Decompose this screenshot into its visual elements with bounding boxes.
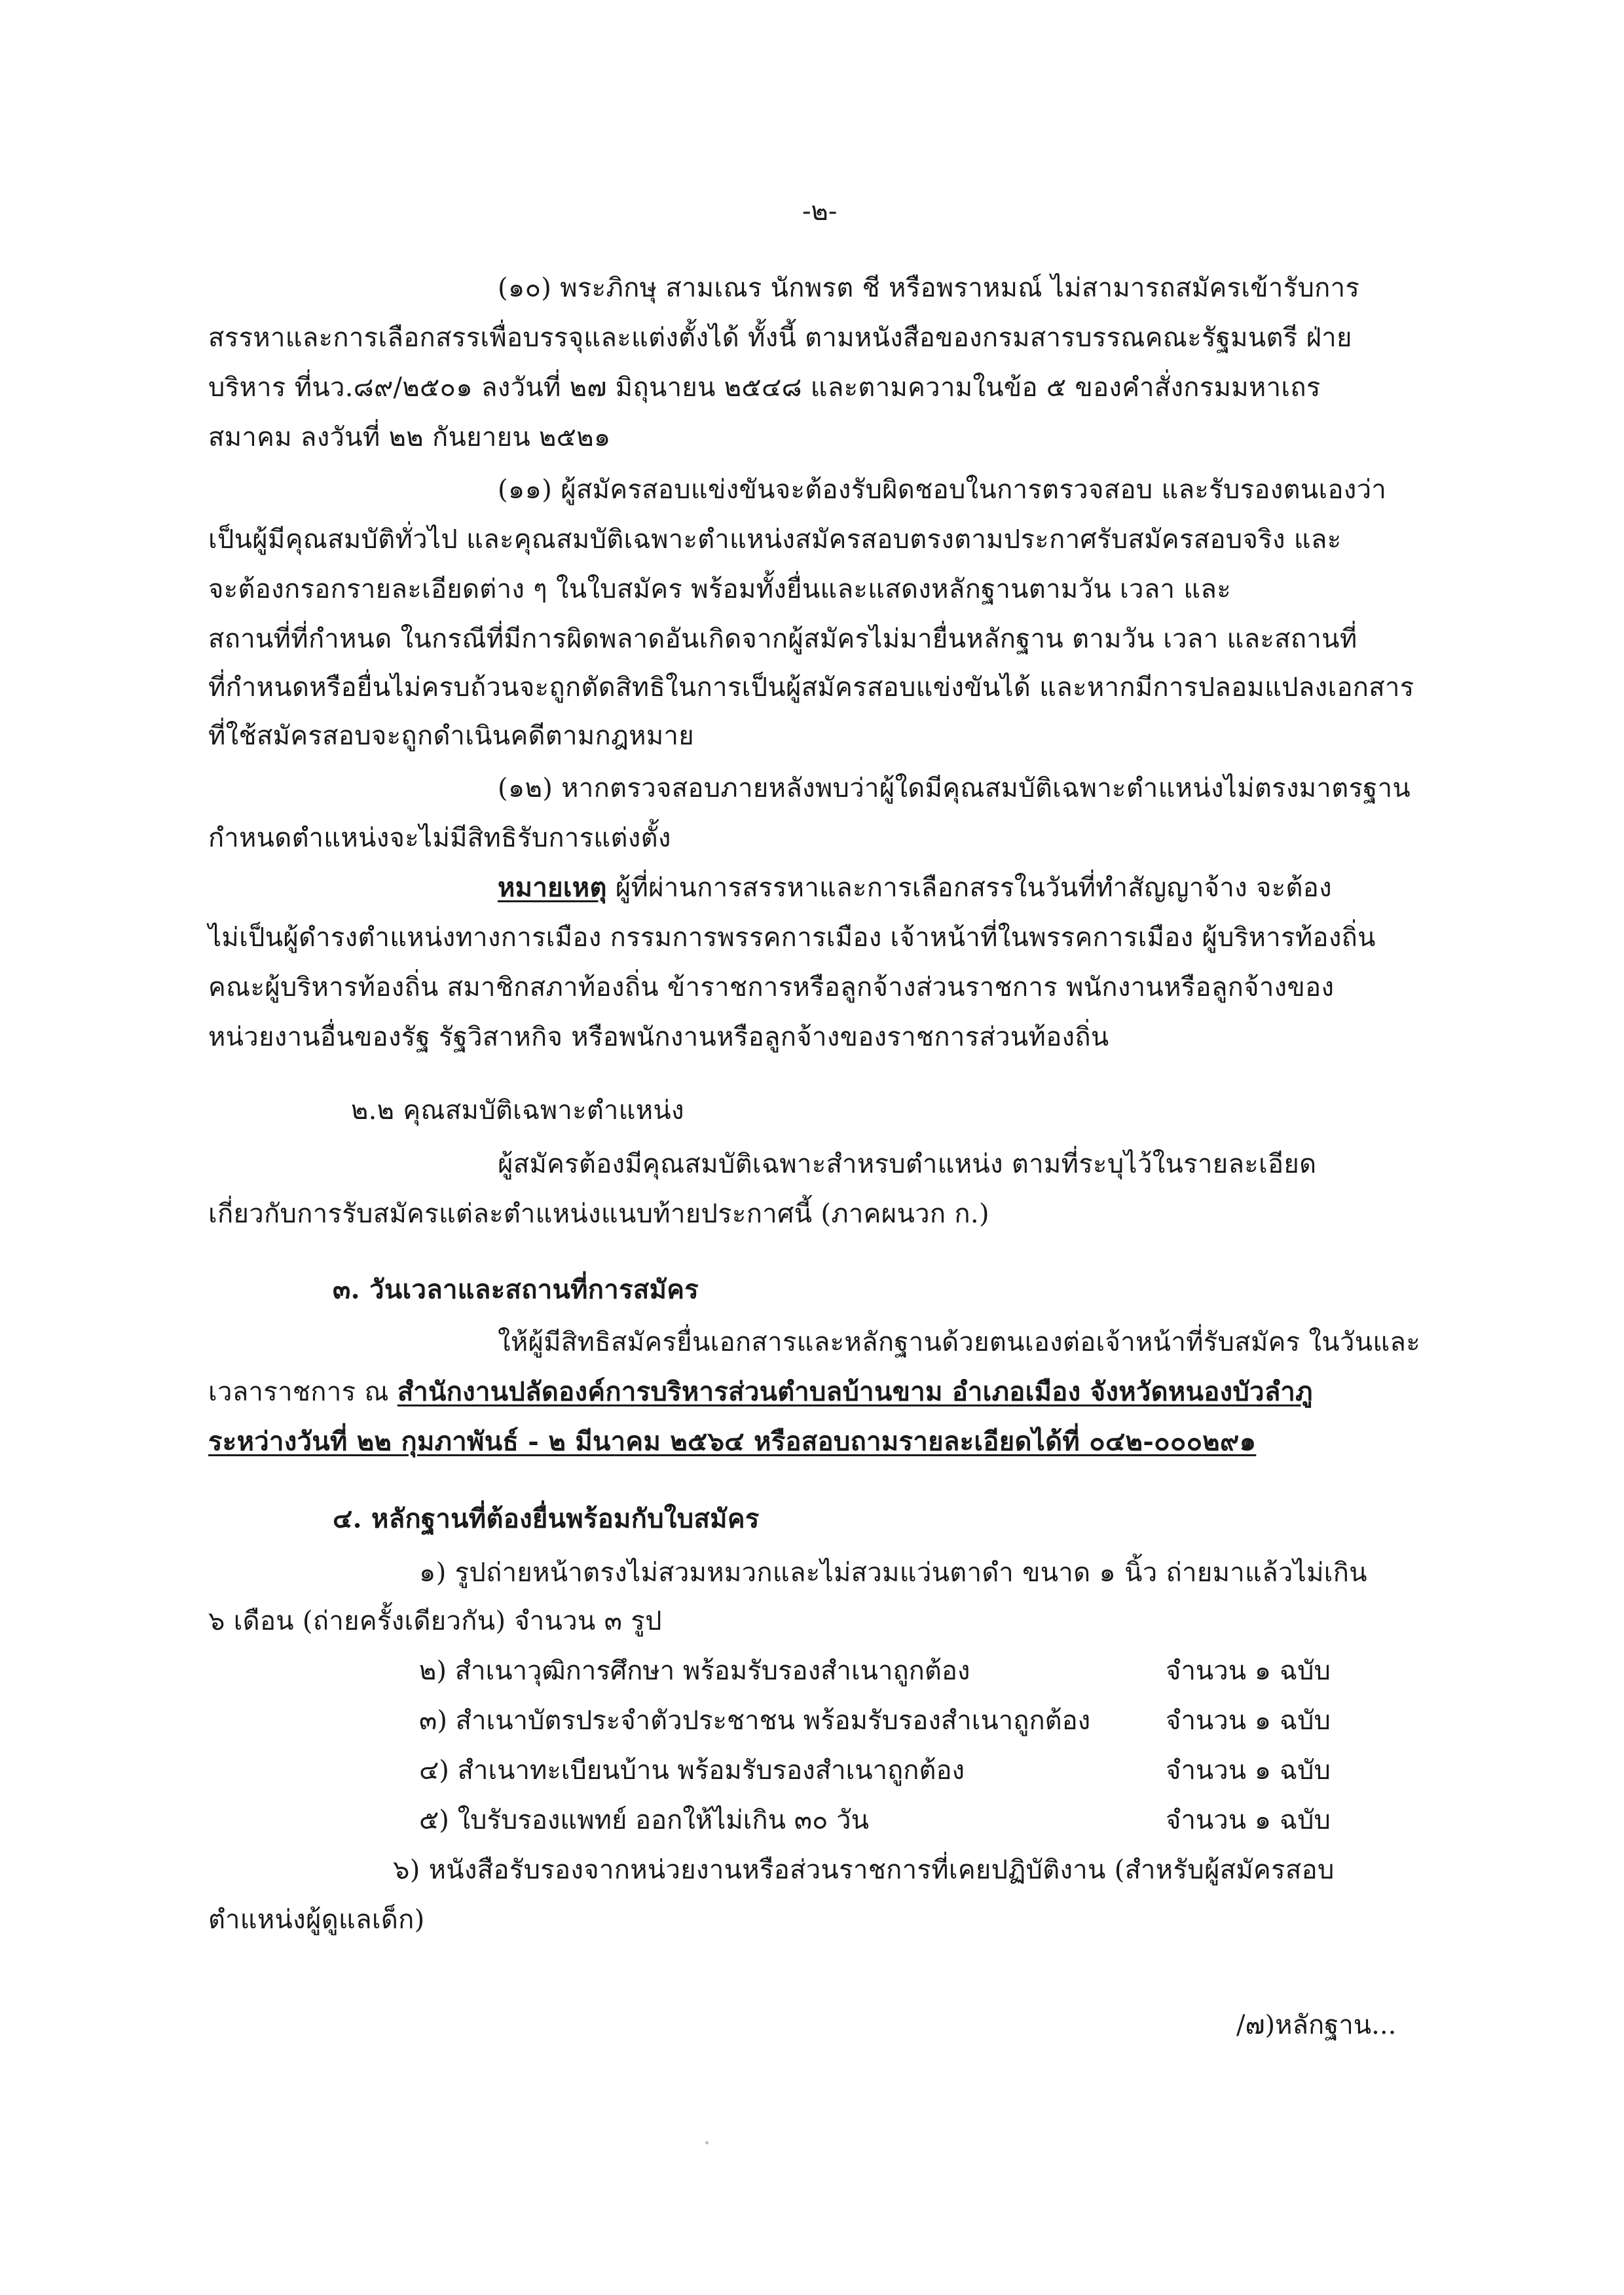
item-12-line-1: (๑๒) หากตรวจสอบภายหลังพบว่าผู้ใดมีคุณสมบัติเฉพาะตำแหน่งไม่ตรงมาตรฐาน [498, 773, 1411, 803]
page-number: -๒- [802, 196, 838, 227]
item-11-line-6: ที่ใช้สมัครสอบจะถูกดำเนินคดีตามกฎหมาย [208, 721, 695, 751]
note-line-2: ไม่เป็นผู้ดำรงตำแหน่งทางการเมือง กรรมการพรรคการเมือง เจ้าหน้าที่ในพรรคการเมือง ผู้บริหารท้องถิ่น [208, 923, 1376, 953]
continuation-marker: /๗)หลักฐาน... [1236, 2010, 1397, 2040]
section-3-heading: ๓. วันเวลาและสถานที่การสมัคร [333, 1274, 699, 1305]
item-10-line-2: สรรหาและการเลือกสรรเพื่อบรรจุและแต่งตั้งได้ ทั้งนี้ ตามหนังสือของกรมสารบรรณคณะรัฐมนตรี ฝ่าย [208, 323, 1352, 353]
section-2-2-line-1: ผู้สมัครต้องมีคุณสมบัติเฉพาะสำหรบตำแหน่ง ตามที่ระบุไว้ในรายละเอียด [498, 1149, 1317, 1179]
doc-6-line-2: ตำแหน่งผู้ดูแลเด็ก) [208, 1905, 425, 1935]
item-12-line-2: กำหนดตำแหน่งจะไม่มีสิทธิรับการแต่งตั้ง [208, 823, 671, 853]
doc-item-count: จำนวน ๑ ฉบับ [1166, 1656, 1331, 1686]
doc-1-line-2: ๖ เดือน (ถ่ายครั้งเดียวกัน) จำนวน ๓ รูป [208, 1606, 662, 1636]
item-10-line-3: บริหาร ที่นว.๘๙/๒๕๐๑ ลงวันที่ ๒๗ มิถุนายน ๒๕๔๘ และตามความในข้อ ๕ ของคำสั่งกรมมหาเถร [208, 373, 1321, 403]
section-2-2-line-2: เกี่ยวกับการรับสมัครแต่ละตำแหน่งแนบท้ายประกาศนี้ (ภาคผนวก ก.) [208, 1199, 989, 1229]
note-line-4: หน่วยงานอื่นของรัฐ รัฐวิสาหกิจ หรือพนักงานหรือลูกจ้างของราชการส่วนท้องถิ่น [208, 1022, 1109, 1052]
doc-item-text: ๓) สำเนาบัตรประจำตัวประชาชน พร้อมรับรองสำเนาถูกต้อง [419, 1706, 1091, 1736]
section-3-line-2 [208, 1372, 1313, 1412]
section-3-line-2-prefix: เวลาราชการ ณ [208, 1377, 397, 1407]
item-11-line-4: สถานที่ที่กำหนด ในกรณีที่มีการผิดพลาดอันเกิดจากผู้สมัครไม่มายื่นหลักฐาน ตามวัน เวลา และสถานที่ [208, 624, 1357, 654]
doc-item-text: ๒) สำเนาวุฒิการศึกษา พร้อมรับรองสำเนาถูกต้อง [419, 1656, 970, 1686]
doc-item-count: จำนวน ๑ ฉบับ [1166, 1755, 1331, 1786]
item-11-line-1: (๑๑) ผู้สมัครสอบแข่งขันจะต้องรับผิดชอบในการตรวจสอบ และรับรองตนเองว่า [498, 475, 1387, 505]
note-line-1 [498, 868, 1332, 908]
section-2-2-heading: ๒.๒ คุณสมบัติเฉพาะตำแหน่ง [351, 1095, 684, 1126]
doc-6-line-1: ๖) หนังสือรับรองจากหน่วยงานหรือส่วนราชการที่เคยปฏิบัติงาน (สำหรับผู้สมัครสอบ [393, 1855, 1335, 1885]
item-10-line-4: สมาคม ลงวันที่ ๒๒ กันยายน ๒๕๒๑ [208, 422, 611, 452]
scan-speck [705, 2141, 709, 2144]
doc-item-text: ๔) สำเนาทะเบียนบ้าน พร้อมรับรองสำเนาถูกต้อง [419, 1755, 965, 1786]
item-11-line-3: จะต้องกรอกรายละเอียดต่าง ๆ ในใบสมัคร พร้อมทั้งยื่นและแสดงหลักฐานตามวัน เวลา และ [208, 574, 1232, 604]
item-11-line-2: เป็นผู้มีคุณสมบัติทั่วไป และคุณสมบัติเฉพาะตำแหน่งสมัครสอบตรงตามประกาศรับสมัครสอบจริง และ [208, 524, 1342, 555]
doc-item-text: ๕) ใบรับรองแพทย์ ออกให้ไม่เกิน ๓๐ วัน [419, 1805, 869, 1835]
doc-item-count: จำนวน ๑ ฉบับ [1166, 1706, 1331, 1736]
doc-item-count: จำนวน ๑ ฉบับ [1166, 1805, 1331, 1835]
note-line-3: คณะผู้บริหารท้องถิ่น สมาชิกสภาท้องถิ่น ข้าราชการหรือลูกจ้างส่วนราชการ พนักงานหรือลูกจ้างของ [208, 972, 1335, 1002]
doc-1-line-1: ๑) รูปถ่ายหน้าตรงไม่สวมหมวกและไม่สวมแว่นตาดำ ขนาด ๑ นิ้ว ถ่ายมาแล้วไม่เกิน [419, 1558, 1367, 1588]
section-3-line-1: ให้ผู้มีสิทธิสมัครยื่นเอกสารและหลักฐานด้วยตนเองต่อเจ้าหน้าที่รับสมัคร ในวันและ [498, 1327, 1421, 1357]
note-text-1: ผู้ที่ผ่านการสรรหาและการเลือกสรรในวันที่ทำสัญญาจ้าง จะต้อง [606, 873, 1332, 903]
application-period: ระหว่างวันที่ ๒๒ กุมภาพันธ์ - ๒ มีนาคม ๒๕๖๔ หรือสอบถามรายละเอียดได้ที่ ๐๔๒-๐๐๐๒๙๑ [208, 1426, 1257, 1457]
note-label: หมายเหตุ [498, 872, 607, 903]
item-10-line-1: (๑๐) พระภิกษุ สามเณร นักพรต ชี หรือพราหมณ์ ไม่สามารถสมัครเข้ารับการ [498, 273, 1360, 303]
section-4-heading: ๔. หลักฐานที่ต้องยื่นพร้อมกับใบสมัคร [333, 1503, 760, 1534]
item-11-line-5: ที่กำหนดหรือยื่นไม่ครบถ้วนจะถูกตัดสิทธิในการเป็นผู้สมัครสอบแข่งขันได้ และหากมีการปลอมแปลงเอกสาร [208, 672, 1414, 703]
application-place: สำนักงานปลัดองค์การบริหารส่วนตำบลบ้านขาม อำเภอเมือง จังหวัดหนองบัวลำภู [397, 1376, 1313, 1407]
